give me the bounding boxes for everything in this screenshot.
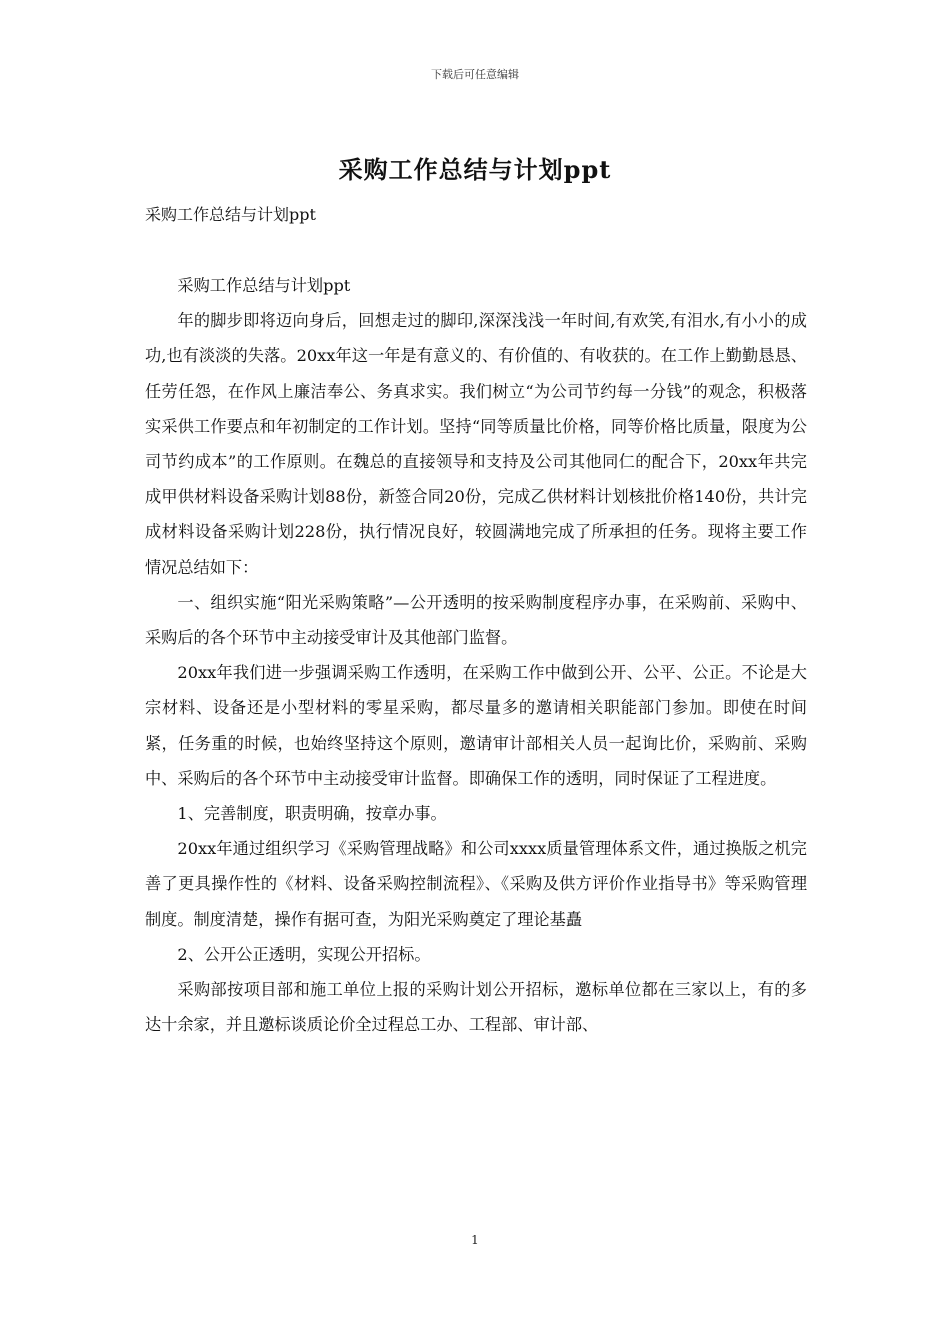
paragraph: 2、公开公正透明，实现公开招标。 — [177, 944, 431, 964]
paragraph: 一、组织实施“阳光采购策略”—公开透明的按采购制度程序办事，在采购前、采购中、采购后的各个环节中主动接受审计及其他部门监督。 — [145, 592, 807, 648]
paragraph: 采购部按项目部和施工单位上报的采购计划公开招标，邀标单位都在三家以上，有的多达十余家，并且邀标谈质论价全过程总工办、工程部、审计部、 — [145, 980, 807, 1035]
page-number: 1 — [471, 1233, 479, 1247]
paragraph: 20xx年通过组织学习《采购管理战略》和公司xxxx质量管理体系文件，通过换版之机完善了更具操作性的《材料、设备采购控制流程》、《采购及供方评价作业指导书》等采购管理制度。制度清楚，操作有据可查，为阳光采购奠定了理论基矗 — [145, 839, 807, 929]
paragraph: 20xx年我们进一步强调采购工作透明，在采购工作中做到公开、公平、公正。不论是大宗材料、设备还是小型材料的零星采购，都尽量多的邀请相关职能部门参加。即使在时间紧，任务重的时候，也始终坚持这个原则，邀请审计部相关人员一起询比价，采购前、采购中、采购后的各个环节中主动接受审计监督。即确保工作的透明，同时保证了工程进度。 — [145, 663, 807, 788]
paragraph: 1、完善制度，职责明确，按章办事。 — [177, 804, 447, 824]
document-subtitle: 采购工作总结与计划ppt — [145, 205, 316, 224]
document-body — [145, 268, 807, 1042]
paragraph: 年的脚步即将迈向身后，回想走过的脚印,深深浅浅一年时间,有欢笑,有泪水,有小小的成功,也有淡淡的失落。20xx年这一年是有意义的、有价值的、有收获的。在工作上勤勤恳恳、任劳任怨，在作风上廉洁奉公、务真求实。我们树立“为公司节约每一分钱”的观念，积极落实采供工作要点和年初制定的工作计划。坚持“同等质量比价格，同等价格比质量，限度为公司节约成本”的工作原则。在魏总的直接领导和支持及公司其他同仁的配合下，20xx年共完成甲供材料设备采购计划88份，新签合同20份，完成乙供材料计划核批价格140份，共计完成材料设备采购计划228份，执行情况良好，较圆满地完成了所承担的任务。现将主要工作情况总结如下： — [145, 311, 807, 577]
paragraph: 采购工作总结与计划ppt — [177, 276, 351, 295]
document-title: 采购工作总结与计划ppt — [338, 155, 612, 184]
page-header-note: 下载后可任意编辑 — [431, 68, 519, 81]
